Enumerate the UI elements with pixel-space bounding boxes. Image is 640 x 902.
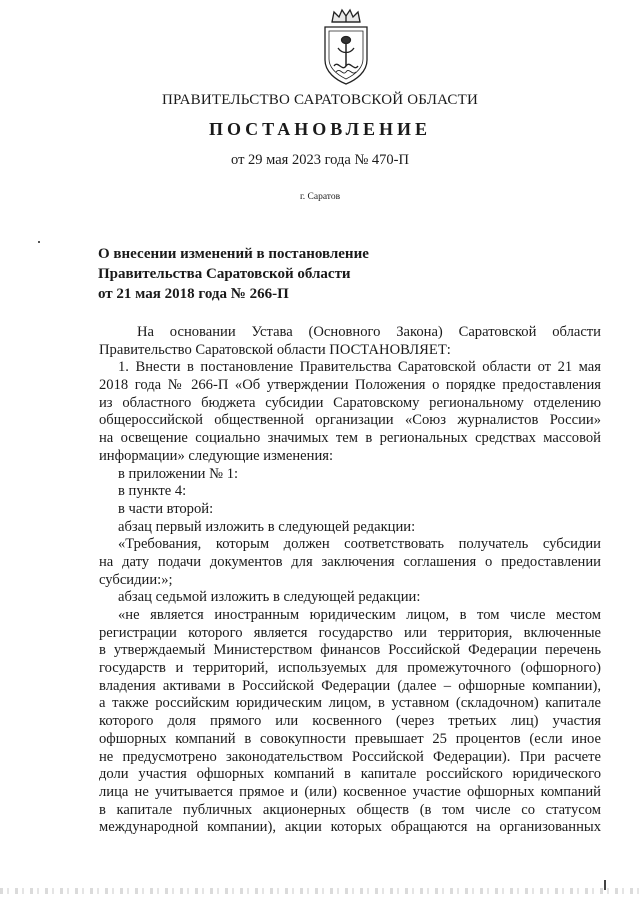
body-line: офшорных компаний в совокупности превышает 25 процентов (если иное [99, 730, 601, 747]
body-line: абзац первый изложить в следующей редакции: [118, 518, 416, 535]
body-line: общероссийской общественной организации «Союз журналистов России» [99, 412, 601, 429]
body-line: Правительство Саратовской области ПОСТАНОВЛЯЕТ: [99, 341, 451, 358]
body-line: международной компании), акции которых обращаются на организованных [99, 819, 601, 836]
scan-artifact-mark [604, 880, 606, 890]
body-line: доли участия офшорных компаний в капитале российского юридического [99, 766, 601, 783]
heading-line: Правительства Саратовской области [98, 266, 351, 282]
body-line: которого доля прямого или косвенного (через третьих лиц) участия [99, 713, 601, 730]
body-line: владения активами в Российской Федерации (далее – офшорные компании), [99, 677, 601, 694]
document-type: ПОСТАНОВЛЕНИЕ [208, 119, 432, 139]
body-line: абзац седьмой изложить в следующей редакции: [118, 589, 421, 606]
body-line: информации» следующие изменения: [99, 447, 334, 464]
body-line: в части второй: [118, 500, 214, 517]
body-line: на освещение социально значимых тем в региональных средствах массовой [99, 430, 601, 447]
body-line: субсидии:»; [99, 571, 173, 588]
body-line: в приложении № 1: [118, 465, 239, 482]
body-line: на дату подачи документов для заключения соглашения о предоставлении [99, 553, 601, 570]
body-line: лица не учитывается прямое и (или) косвенное участие офшорных компаний [99, 783, 601, 800]
scan-dot [38, 241, 40, 243]
heading-line: от 21 мая 2018 года № 266-П [98, 286, 289, 302]
document-heading [98, 244, 369, 304]
coat-of-arms-icon [318, 8, 374, 88]
city: г. Саратов [299, 192, 341, 202]
body-line: «не является иностранным юридическим лицом, в том числе местом [118, 607, 601, 623]
document-body [99, 324, 601, 837]
body-line: 1. Внести в постановление Правительства Саратовской области от 21 мая [118, 359, 601, 376]
body-line: а также российским юридическим лицом, в уставном (складочном) капитале [99, 695, 601, 712]
body-line: 2018 года № 266-П «Об утверждении Положения о порядке предоставления [99, 377, 601, 394]
body-line: регистрации которого является государство или территория, включенные [99, 624, 601, 641]
body-line: не предусмотрено законодательством Российской Федерации). При расчете [99, 748, 601, 765]
body-line: На основании Устава (Основного Закона) Саратовской области [137, 324, 601, 340]
government-name: ПРАВИТЕЛЬСТВО САРАТОВСКОЙ ОБЛАСТИ [161, 92, 479, 108]
body-line: из областного бюджета субсидии Саратовскому региональному отделению [99, 394, 601, 411]
body-line: в капитале публичных акционерных обществ (в том числе со статусом [99, 801, 601, 818]
body-line: в пункте 4: [118, 483, 187, 500]
body-line: «Требования, которым должен соответствовать получатель субсидии [118, 536, 601, 553]
date-number: от 29 мая 2023 года № 470-П [231, 152, 409, 168]
body-line: государств и территорий, используемых для промежуточного (офшорного) [99, 660, 601, 677]
body-line: в утверждаемый Министерством финансов Российской Федерации перечень [99, 642, 601, 659]
heading-line: О внесении изменений в постановление [98, 246, 369, 262]
scan-artifact-line [0, 888, 640, 894]
